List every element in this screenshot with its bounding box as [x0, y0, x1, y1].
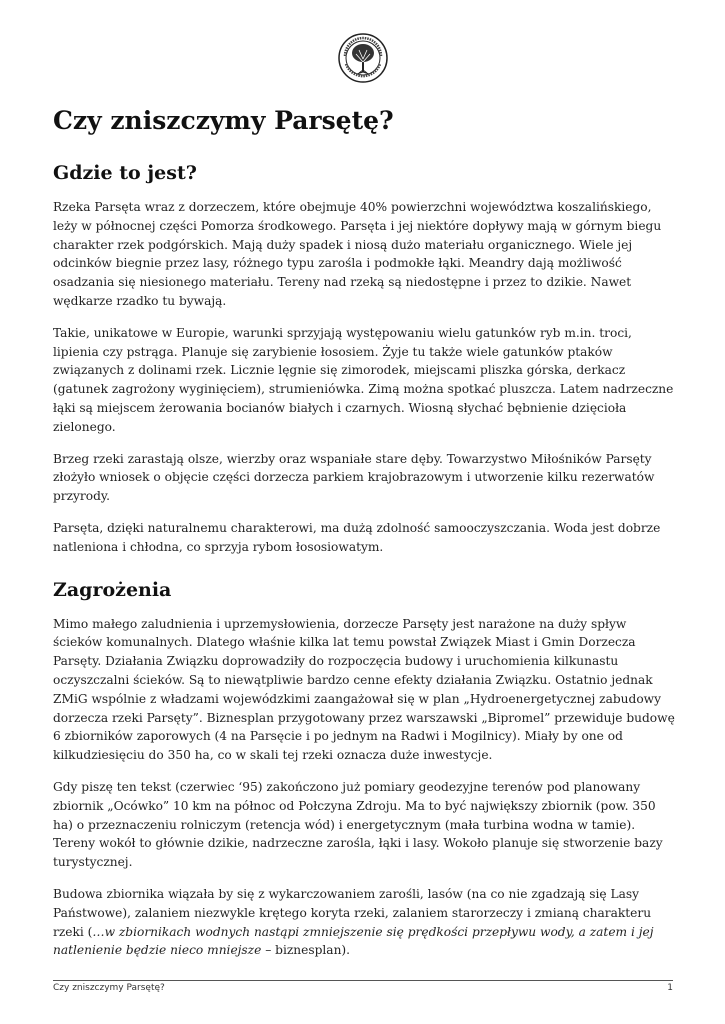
tree-seal-logo-icon [337, 32, 389, 84]
paragraph: Brzeg rzeki zarastają olsze, wierzby oraz wspaniałe stare dęby. Towarzystwo Miłośników Parsęty złożyło wniosek o objęcie części dorzecza parkiem krajobrazowym i utworzenie kilku rezerwatów przyrody. [53, 451, 655, 504]
footer-title: Czy zniszczymy Parsętę? [53, 983, 165, 993]
paragraph: Mimo małego zaludnienia i uprzemysłowienia, dorzecze Parsęty jest narażone na duży spływ ścieków komunalnych. Dlatego właśnie kilka lat temu powstał Związek Miast i Gmin Dorzecza Parsęty. Działania Związku doprowadziły do rozpoczęcia budowy i uruchomienia kilkunastu oczyszczalni ścieków. Są to niewątpliwie bardzo cenne efekty działania Związku. Ostatnio jednak ZMiG wspólnie z władzami wojewódzkimi zaangażował się w plan „Hydroenergetycznej zabudowy dorzecza rzeki Parsęty”. Biznesplan przygotowany przez warszawski „Bipromel” przewiduje budowę 6 zbiorników zaporowych (4 na Parsęcie i po jednym na Radwi i Mogilnicy). Miały by one od kilkudziesięciu do 350 ha, co w skali tej rzeki oznacza duże inwestycje. [53, 616, 675, 763]
page-number: 1 [667, 983, 673, 993]
paragraph-text: – biznesplan). [261, 943, 351, 958]
article [53, 104, 678, 973]
paragraph: Rzeka Parsęta wraz z dorzeczem, które obejmuje 40% powierzchni województwa koszalińskiego, leży w północnej części Pomorza środkowego. Parsęta i jej niektóre dopływy mają w górnym biegu charakter rzek podgórskich. Mają duży spadek i niosą dużo materiału organicznego. Wiele jej odcinków biegnie przez lasy, różnego typu zarośla i podmokłe łąki. Meandry dają możliwość osadzania się niesionego materiału. Tereny nad rzeką są niedostępne i przez to dzikie. Nawet wędkarze rzadko tu bywają. [53, 200, 662, 308]
paragraph: Parsęta, dzięki naturalnemu charakterowi, ma dużą zdolność samooczyszczania. Woda jest dobrze natleniona i chłodna, co sprzyja rybom łososiowatym. [53, 520, 661, 554]
footer-divider [53, 980, 673, 981]
section-heading-location: Gdzie to jest? [53, 162, 197, 184]
paragraph [53, 885, 678, 960]
business-plan-quote: …w zbiornikach wodnych nastąpi zmniejszenie się prędkości przepływu wody, a zatem i jej natlenienie będzie nieco mniejsze [53, 924, 654, 958]
paragraph-text: Budowa zbiornika wiązała by się z wykarczowaniem zarośli, lasów (na co nie zgadzają się Lasy Państwowe), zalaniem niezwykle krętego koryta rzeki, zalaniem starorzeczy i zmianą charakteru rzeki ( [53, 886, 652, 939]
page-title: Czy zniszczymy Parsętę? [53, 106, 394, 135]
paragraph: Gdy piszę ten tekst (czerwiec ‘95) zakończono już pomiary geodezyjne terenów pod planowany zbiornik „Ocówko” 10 km na północ od Połczyna Zdroju. Ma to być największy zbiornik (pow. 350 ha) o przeznaczeniu rolniczym (retencja wód) i energetycznym (mała turbina wodna w tamie). Tereny wokół to głównie dzikie, nadrzeczne zarośla, łąki i lasy. Wokoło planuje się stworzenie bazy turystycznej. [53, 779, 663, 870]
section-heading-threats: Zagrożenia [53, 578, 172, 601]
paragraph: Takie, unikatowe w Europie, warunki sprzyjają występowaniu wielu gatunków ryb m.in. troci, lipienia czy pstrąga. Planuje się zarybienie łososiem. Żyje tu także wiele gatunków ptaków związanych z dolinami rzek. Licznie lęgnie się zimorodek, miejscami pliszka górska, derkacz (gatunek zagrożony wyginięciem), strumieniówka. Zimą można spotkać pluszcza. Latem nadrzeczne łąki są miejscem żerowania bocianów białych i czarnych. Wiosną słychać bębnienie dzięcioła zielonego. [53, 325, 674, 434]
